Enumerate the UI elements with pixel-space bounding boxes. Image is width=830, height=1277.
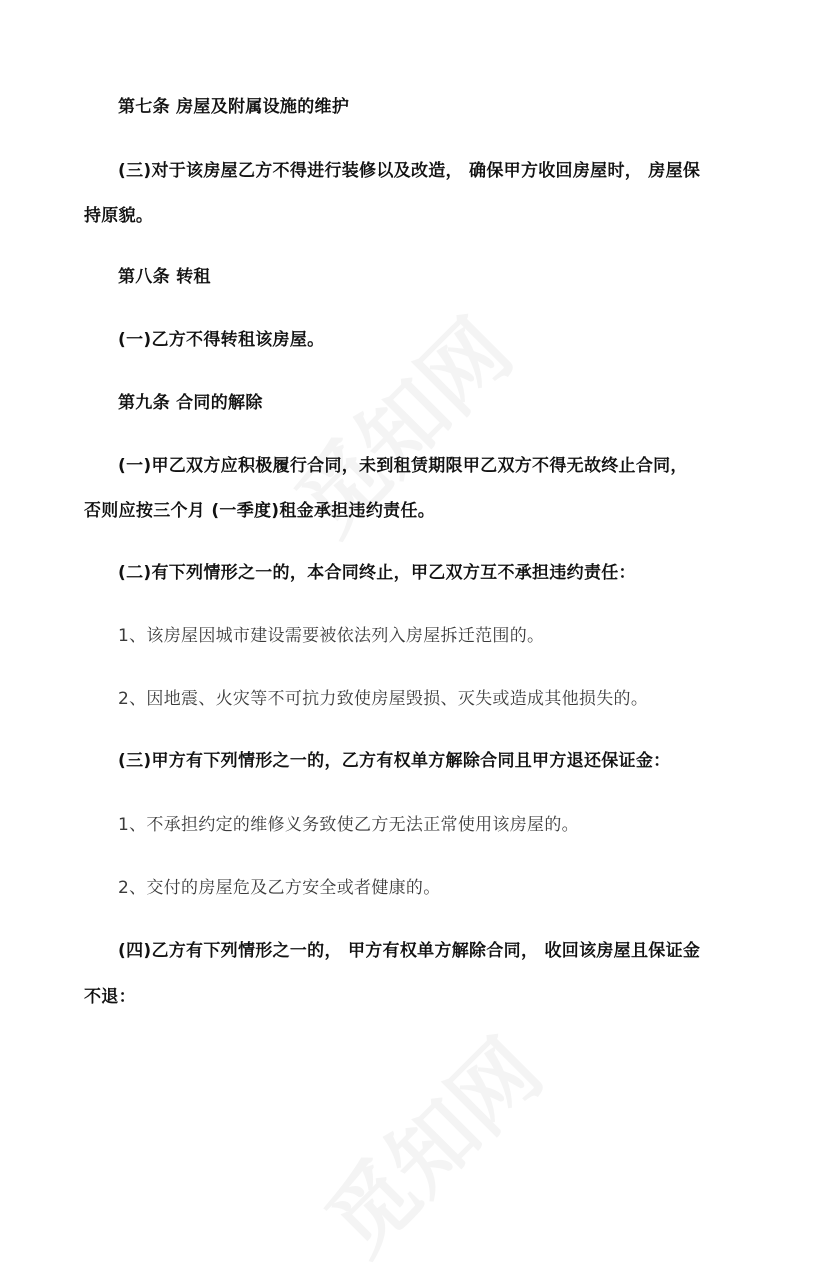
article9-item3-sub1: 1、不承担约定的维修义务致使乙方无法正常使用该房屋的。 (118, 815, 579, 835)
article9-item3: (三)甲方有下列情形之一的，乙方有权单方解除合同且甲方退还保证金： (118, 751, 671, 771)
article9-item4-line1: (四)乙方有下列情形之一的， 甲方有权单方解除合同， 收回该房屋且保证金 (118, 941, 701, 961)
article9-item2-sub1: 1、该房屋因城市建设需要被依法列入房屋拆迁范围的。 (118, 626, 545, 646)
article9-item1-line2: 否则应按三个月 (一季度)租金承担违约责任。 (84, 501, 436, 521)
watermark (294, 1007, 564, 1277)
article9-item2-sub2: 2、因地震、火灾等不可抗力致使房屋毁损、灭失或造成其他损失的。 (118, 689, 649, 709)
article8-item1: (一)乙方不得转租该房屋。 (118, 330, 325, 350)
article7-item3-line2: 持原貌。 (84, 206, 154, 226)
article9-item3-sub2: 2、交付的房屋危及乙方安全或者健康的。 (118, 878, 441, 898)
article9-item2: (二)有下列情形之一的，本合同终止，甲乙双方互不承担违约责任： (118, 563, 636, 583)
article9-heading: 第九条 合同的解除 (118, 393, 263, 413)
article8-heading: 第八条 转租 (118, 267, 211, 287)
article7-item3-line1: (三)对于该房屋乙方不得进行装修以及改造， 确保甲方收回房屋时， 房屋保 (118, 161, 701, 181)
article7-heading: 第七条 房屋及附属设施的维护 (118, 97, 350, 117)
article9-item1-line1: (一)甲乙双方应积极履行合同，未到租赁期限甲乙双方不得无故终止合同， (118, 456, 688, 476)
article9-item4-line2: 不退： (84, 987, 136, 1007)
